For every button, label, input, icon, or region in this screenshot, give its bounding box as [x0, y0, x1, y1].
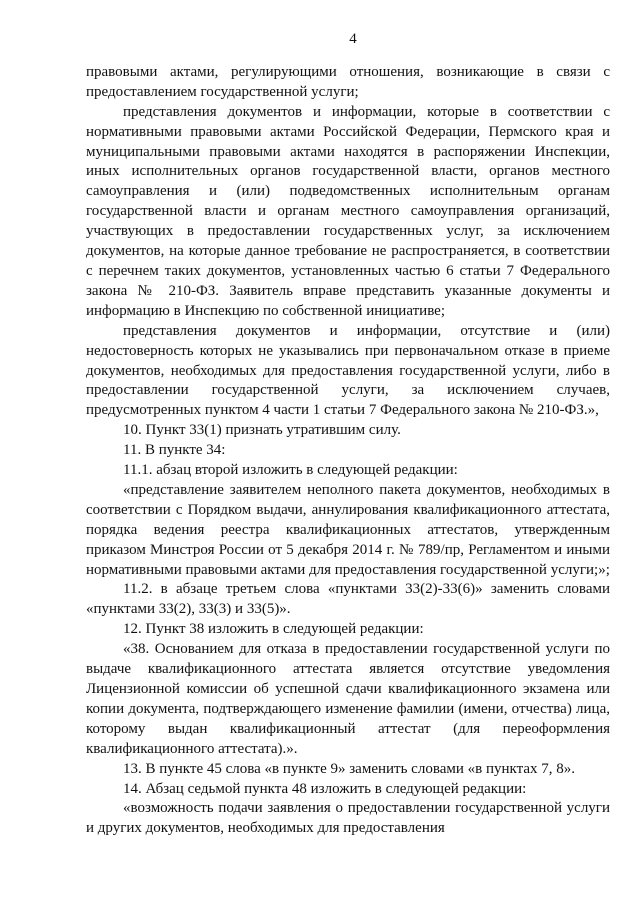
item-13: 13. В пункте 45 слова «в пункте 9» заменить словами «в пунктах 7, 8».: [123, 760, 575, 777]
paragraph-2: представления документов и информации, которые в соответствии с нормативными правовыми актами Российской Федерации, Пермского края и муниципальными правовыми актами находятся в распоряжении Инспекции, иных исполнительных органов государственной власти, органов местного самоуправления и (или) подведомственных исполнительным органам государственной власти и органам местного самоуправления организаций, участвующих в предоставлении государственных услуг, за исключением документов, на которые данное требование не распространяется, в соответствии с перечнем таких документов, установленных частью 6 статьи 7 Федерального закона № 210-ФЗ. Заявитель вправе представить указанные документы и информацию в Инспекцию по собственной инициативе;: [86, 103, 610, 319]
quote-48: «возможность подачи заявления о предоставлении государственной услуги и других документов, необходимых для предоставления: [86, 800, 610, 837]
item-10: 10. Пункт 33(1) признать утратившим силу.: [123, 422, 401, 439]
paragraph-3: представления документов и информации, отсутствие и (или) недостоверность которых не указывались при первоначальном отказе в приеме документов, необходимых для предоставления государственной услуги, либо в предоставлении государственной услуги, за исключением случаев, предусмотренных пунктом 4 части 1 статьи 7 Федерального закона № 210-ФЗ.»,: [86, 322, 610, 419]
paragraph-1: правовыми актами, регулирующими отношения, возникающие в связи с предоставлением государственной услуги;: [86, 63, 610, 100]
item-11-1: 11.1. абзац второй изложить в следующей редакции:: [123, 462, 458, 479]
quote-38: «38. Основанием для отказа в предоставлении государственной услуги по выдаче квалификационного аттестата является отсутствие уведомления Лицензионной комиссии об успешной сдачи квалификационного экзамена или копии документа, подтверждающего изменение фамилии (имени, отчества) лица, которому выдан квалификационный аттестат (для переоформления квалификационного аттестата).».: [86, 641, 610, 757]
item-11: 11. В пункте 34:: [123, 442, 226, 459]
item-11-2: 11.2. в абзаце третьем слова «пунктами 33(2)-33(6)» заменить словами «пунктами 33(2), 33(3) и 33(5)».: [86, 581, 610, 618]
page-number: 4: [349, 31, 357, 47]
quote-11-1: «представление заявителем неполного пакета документов, необходимых в соответствии с Порядком выдачи, аннулирования квалификационного аттестата, порядка ведения реестра квалификационных аттестатов, утвержденным приказом Минстроя России от 5 декабря 2014 г. № 789/пр, Регламентом и иными нормативными правовыми актами для предоставления государственной услуги;»;: [86, 481, 610, 578]
item-12: 12. Пункт 38 изложить в следующей редакции:: [123, 621, 424, 638]
item-14: 14. Абзац седьмой пункта 48 изложить в следующей редакции:: [123, 780, 527, 797]
